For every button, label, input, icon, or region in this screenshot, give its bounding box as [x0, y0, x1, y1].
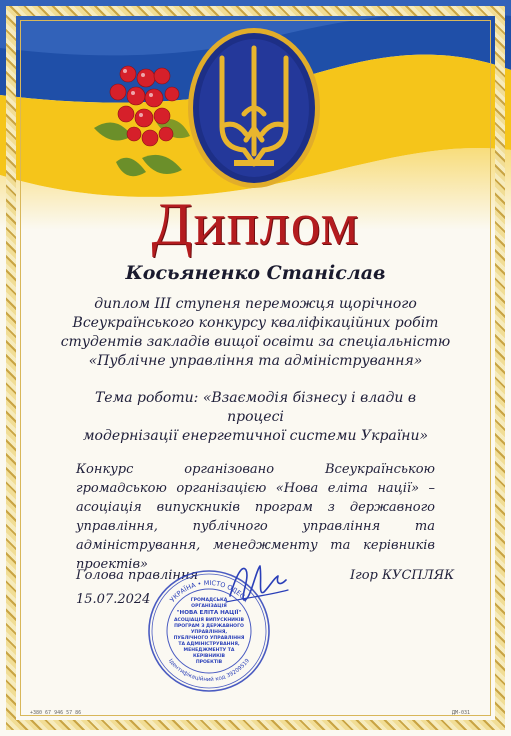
stamp-line: КЕРІВНИКІВ: [192, 654, 226, 659]
recipient-name: Косьяненко Станіслав: [125, 262, 386, 284]
stamp-line: ПРОГРАМ З ДЕРЖАВНОГО: [174, 624, 244, 629]
work-topic: [0, 389, 511, 446]
stamp-line: ОРГАНІЗАЦІЯ: [191, 604, 227, 609]
signature-icon: [222, 556, 292, 612]
stamp-line: ПУБЛІЧНОГО УПРАВЛІННЯ: [173, 636, 245, 641]
stamp-line: УПРАВЛІННЯ,: [190, 630, 228, 635]
stamp-line: "НОВА ЕЛІТА НАЦІЇ": [176, 610, 242, 616]
organizer-text: Конкурс організовано Всеукраїнською громадською організацією «Нова еліта нації» – асоціація випускників програм з державного управління, публічного управління та адміністрування, менеджменту та керівників проектів»: [76, 462, 435, 572]
award-description: [0, 295, 511, 371]
stamp-line: АСОЦІАЦІЯ ВИПУСКНИКІВ: [174, 618, 244, 623]
stamp-line: ПРОЕКТІВ: [195, 660, 223, 665]
diploma-title: Диплом: [151, 191, 360, 257]
issue-date: 15.07.2024: [76, 592, 151, 607]
stamp-line: МЕНЕДЖМЕНТУ ТА: [183, 648, 235, 653]
signatory-name: Ігор КУСПЛЯК: [350, 568, 455, 583]
stamp-ring-top: УКРАЇНА • МІСТО ОДЕСА: [168, 578, 250, 604]
stamp-line: ГРОМАДСЬКА: [190, 598, 228, 603]
print-code-left: +380 67 946 57 86: [30, 710, 82, 716]
topic-line: Тема роботи: «Взаємодія бізнесу і влади в процесі: [94, 390, 417, 425]
stamp-ring-bottom: Ідентифікаційний код 39209519: [167, 658, 251, 684]
award-line: Всеукраїнського конкурсу кваліфікаційних робіт: [72, 315, 439, 331]
award-line: студентів закладів вищої освіти за спеціальністю: [60, 334, 451, 350]
stamp-line: ТА АДМІНІСТРУВАННЯ,: [178, 642, 240, 647]
viburnum-berries-icon: [86, 62, 196, 190]
trident-emblem-icon: [186, 22, 322, 192]
topic-line: модернізації енергетичної системи України»: [82, 428, 429, 444]
signatory-role: Голова правління: [76, 568, 199, 583]
award-line: «Публічне управління та адміністрування»: [88, 353, 423, 369]
print-code-right: ДМ-031: [452, 710, 471, 716]
award-line: диплом III ступеня переможця щорічного: [94, 296, 417, 312]
